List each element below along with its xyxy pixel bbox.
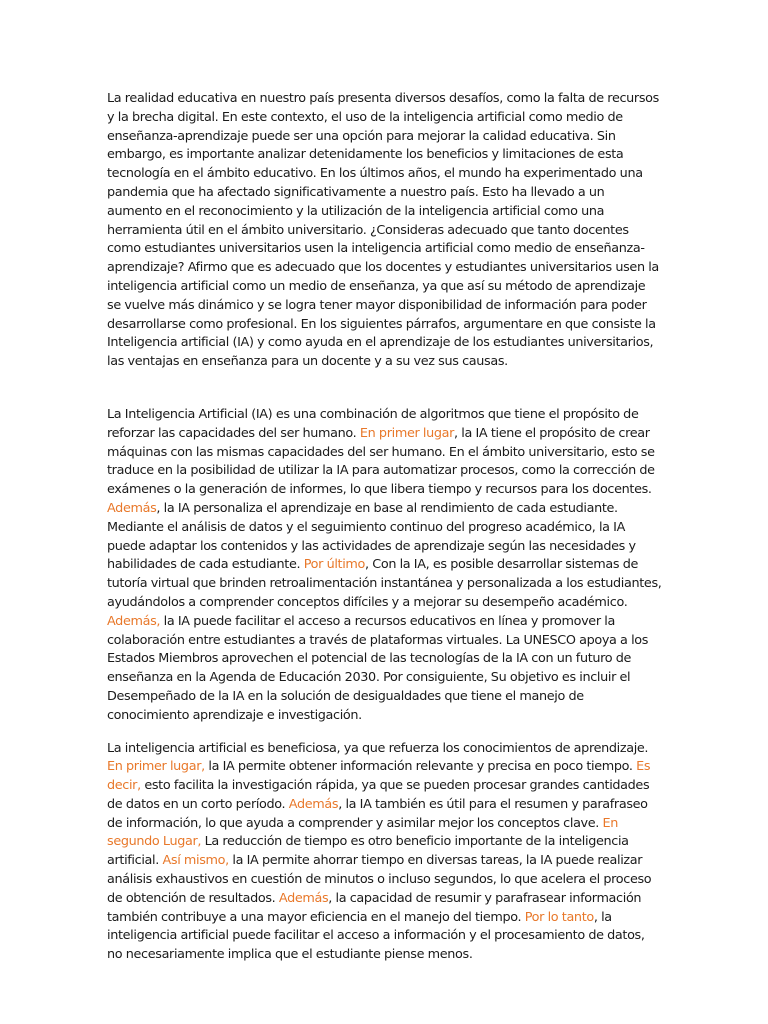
intro-paragraph <box>107 90 662 372</box>
text-segment: la IA puede facilitar el acceso a recursos educativos en línea y promover la colaboración entre estudiantes a través de plataformas virtuales. La UNESCO apoya a los Estados Miembros aprovechen el potencial de las tecnologías de la IA con un futuro de enseñanza en la Agenda de Educación 2030. Por consiguiente, Su objetivo es incluir el Desempeñado de la IA en la solución de desigualdades que tiene el manejo de conocimiento aprendizaje e investigación. <box>107 613 649 723</box>
connector-highlight: En primer lugar <box>359 425 455 441</box>
benefits-paragraph <box>107 740 662 966</box>
text-segment: , la inteligencia artificial puede facilitar el acceso a información y el procesamiento de datos, no necesariamente implica que el estudiante piense menos. <box>107 909 645 963</box>
connector-highlight: Además <box>278 890 329 906</box>
connector-highlight: Así mismo, <box>162 853 233 869</box>
connector-highlight: Además <box>288 796 339 812</box>
connector-highlight: En segundo Lugar, <box>107 815 619 850</box>
connector-highlight: Es decir, <box>107 759 651 794</box>
text-segment: esto facilita la investigación rápida, ya que se pueden procesar grandes cantidades de datos en un corto período. <box>107 778 650 812</box>
connector-highlight: Además <box>107 500 157 516</box>
text-segment: , la IA tiene el propósito de crear máquinas con las mismas capacidades del ser humano. En el ámbito universitario, esto se traduce en la posibilidad de utilizar la IA para automatizar procesos, como la corrección de exámenes o la generación de informes, lo que libera tiempo y recursos para los docentes. <box>107 425 655 498</box>
text-segment: , la IA también es útil para el resumen y parafraseo de información, lo que ayuda a comprender y asimilar mejor los conceptos clave. <box>107 796 648 831</box>
text-segment: , la IA personaliza el aprendizaje en base al rendimiento de cada estudiante. Mediante el análisis de datos y el seguimiento continuo del progreso académico, la IA puede adaptar los contenidos y las actividades de aprendizaje según las necesidades y habilidades de cada estudiante. <box>107 500 636 573</box>
text-segment: La realidad educativa en nuestro país presenta diversos desafíos, como la falta de recursos y la brecha digital. En este contexto, el uso de la inteligencia artificial como medio de enseñanza-aprendizaje puede ser una opción para mejorar la calidad educativa. Sin embargo, es importante analizar detenidamente los beneficios y limitaciones de esta tecnología en el ámbito educativo. En los últimos años, el mundo ha experimentado una pandemia que ha afectado significativamente a nuestro país. Esto ha llevado a un aumento en el reconocimiento y la utilización de la inteligencia artificial como una herramienta útil en el ámbito universitario. ¿Consideras adecuado que tanto docentes como estudiantes universitarios usen la inteligencia artificial como medio de enseñanza-aprendizaje? Afirmo que es adecuado que los docentes y estudiantes universitarios usen la inteligencia artificial como un medio de enseñanza, ya que así su método de aprendizaje se vuelve más dinámico y se logra tener mayor disponibilidad de información para poder desarrollarse como profesional. En los siguientes párrafos, argumentare en que consiste la Inteligencia artificial (IA) y como ayuda en el aprendizaje de los estudiantes universitarios, las ventajas en enseñanza para un docente y a su vez sus causas. <box>107 91 659 370</box>
text-segment: la IA permite ahorrar tiempo en diversas tareas, la IA puede realizar análisis exhaustivos en cuestión de minutos o incluso segundos, lo que acelera el proceso de obtención de resultados. <box>107 853 652 906</box>
ia-definition-paragraph <box>107 406 662 726</box>
connector-highlight: Por último <box>303 557 366 573</box>
text-segment: , Con la IA, es posible desarrollar sistemas de tutoría virtual que brinden retroalimentación instantánea y personalizada a los estudiantes, ayudándolos a comprender conceptos difíciles y a mejorar su desempeño académico. <box>107 557 662 610</box>
connector-highlight: Además, <box>107 613 161 629</box>
text-segment: , la capacidad de resumir y parafrasear información también contribuye a una mayor eficiencia en el manejo del tiempo. <box>107 890 642 925</box>
text-segment: La Inteligencia Artificial (IA) es una combinación de algoritmos que tiene el propósito de reforzar las capacidades del ser humano. <box>107 406 639 441</box>
connector-highlight: Por lo tanto <box>524 909 594 925</box>
text-segment: La inteligencia artificial es beneficiosa, ya que refuerza los conocimientos de aprendizaje. <box>107 740 649 756</box>
text-segment: la IA permite obtener información relevante y precisa en poco tiempo. <box>208 759 637 775</box>
connector-highlight: En primer lugar, <box>107 759 209 775</box>
text-segment: La reducción de tiempo es otro beneficio importante de la inteligencia artificial. <box>107 834 629 869</box>
